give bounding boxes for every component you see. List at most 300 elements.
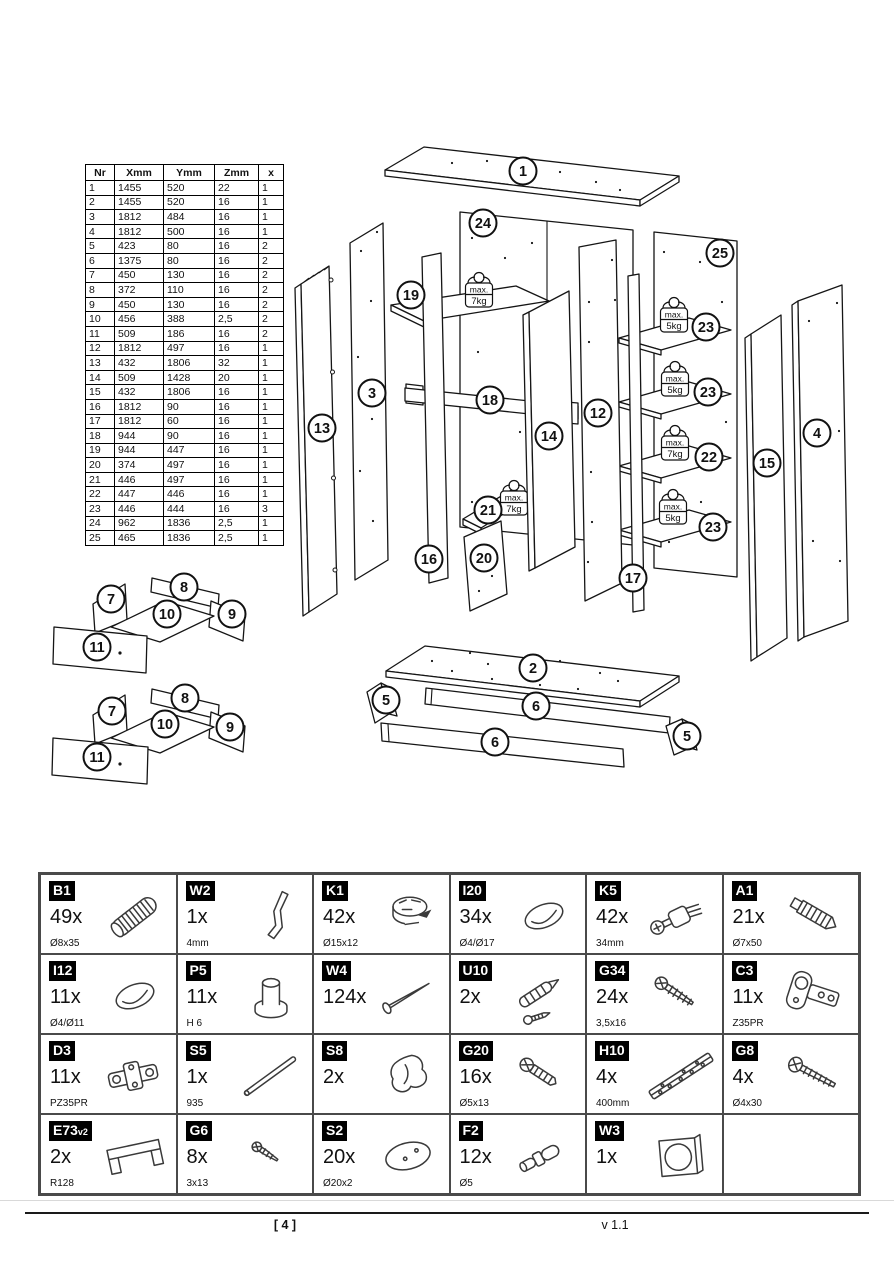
confirmat-screw-icon (779, 886, 855, 946)
part-quantity: 2x (50, 1146, 72, 1168)
table-row (86, 356, 284, 371)
svg-text:7: 7 (107, 704, 117, 720)
table-cell: 444 (164, 502, 215, 517)
part-dimension: Ø15x12 (323, 938, 359, 949)
table-cell: 11 (86, 326, 115, 341)
table-cell: 1 (259, 516, 284, 531)
part-code-badge: S5 (186, 1041, 211, 1061)
table-cell: 24 (86, 516, 115, 531)
table-cell: 16 (215, 268, 259, 283)
table-row (86, 385, 284, 400)
svg-text:8: 8 (179, 580, 189, 596)
table-cell: 423 (115, 239, 164, 254)
side-panel-4 (792, 285, 848, 641)
table-cell: 432 (115, 356, 164, 371)
part-dimension: PZ35PR (50, 1098, 88, 1109)
nail-icon (370, 966, 446, 1026)
hardware-cell-s8 (313, 1034, 450, 1114)
table-cell: 1 (259, 531, 284, 546)
parts-col-header: Nr (86, 165, 115, 181)
part-code-badge: U10 (459, 961, 493, 981)
table-cell: 10 (86, 312, 115, 327)
cover-cap-icon (506, 886, 582, 946)
table-cell: 16 (215, 210, 259, 225)
svg-text:11: 11 (89, 750, 105, 766)
callout-9 (217, 714, 244, 741)
svg-text:5kg: 5kg (665, 513, 681, 524)
callout-3 (359, 380, 386, 407)
table-cell: 16 (215, 341, 259, 356)
part-quantity: 4x (596, 1066, 618, 1088)
hardware-cell-b1 (40, 874, 177, 954)
svg-text:14: 14 (540, 429, 558, 445)
part-dimension: R128 (50, 1178, 74, 1189)
hardware-cell-g8 (723, 1034, 860, 1114)
callout-12 (585, 400, 612, 427)
table-row (86, 268, 284, 283)
table-cell: 2 (259, 312, 284, 327)
table-cell: 1455 (115, 195, 164, 210)
foot-icon (233, 966, 309, 1026)
part-quantity: 1x (596, 1146, 618, 1168)
table-cell: 16 (215, 385, 259, 400)
callout-11 (84, 744, 111, 771)
part-dimension: 3x13 (186, 1178, 209, 1189)
table-cell: 1 (259, 195, 284, 210)
svg-text:20: 20 (475, 551, 493, 567)
hardware-cell-s5 (177, 1034, 314, 1114)
cam-lock-icon (370, 886, 446, 946)
svg-text:6: 6 (490, 735, 500, 751)
callout-20 (471, 545, 498, 572)
parts-col-header: Zmm (215, 165, 259, 181)
callout-5 (373, 687, 400, 714)
hardware-cell-w4 (313, 954, 450, 1034)
table-cell: 450 (115, 297, 164, 312)
svg-text:max.: max. (469, 284, 489, 295)
svg-text:17: 17 (624, 571, 642, 587)
part-quantity: 8x (186, 1146, 208, 1168)
part-code-badge: K1 (322, 881, 348, 901)
part-dimension: Ø4x30 (732, 1098, 762, 1109)
table-row (86, 487, 284, 502)
part-quantity: 16x (459, 1066, 492, 1088)
part-code-badge: S2 (322, 1121, 347, 1141)
callout-6 (523, 693, 550, 720)
parts-col-header: Ymm (164, 165, 215, 181)
table-cell: 1836 (164, 516, 215, 531)
part-quantity: 1x (186, 906, 208, 928)
table-cell: 25 (86, 531, 115, 546)
part-dimension: 400mm (596, 1098, 630, 1109)
table-cell: 1 (259, 385, 284, 400)
table-cell: 2,5 (215, 531, 259, 546)
hardware-cell-s2 (313, 1114, 450, 1194)
table-cell: 9 (86, 297, 115, 312)
callout-8 (171, 574, 198, 601)
table-row (86, 312, 284, 327)
part-code-badge: P5 (186, 961, 211, 981)
table-cell: 2 (259, 283, 284, 298)
svg-text:23: 23 (699, 385, 717, 401)
table-cell: 3 (86, 210, 115, 225)
table-cell: 20 (86, 458, 115, 473)
table-cell: 23 (86, 502, 115, 517)
table-cell: 12 (86, 341, 115, 356)
table-cell: 16 (215, 283, 259, 298)
table-cell: 80 (164, 239, 215, 254)
svg-text:max.: max. (664, 309, 684, 320)
table-cell: 432 (115, 385, 164, 400)
parts-table (85, 164, 284, 546)
table-cell: 16 (215, 253, 259, 268)
table-cell: 1428 (164, 370, 215, 385)
table-cell: 388 (164, 312, 215, 327)
table-cell: 962 (115, 516, 164, 531)
callout-7 (98, 586, 125, 613)
table-cell: 456 (115, 312, 164, 327)
part-dimension: Ø5x13 (459, 1098, 489, 1109)
table-cell: 1375 (115, 253, 164, 268)
part-code-badge: S8 (322, 1041, 347, 1061)
hardware-cell-h10 (586, 1034, 723, 1114)
callout-23 (700, 514, 727, 541)
part-quantity: 11x (50, 1066, 81, 1088)
table-cell: 90 (164, 399, 215, 414)
part-code-badge: G8 (732, 1041, 759, 1061)
screw-fat-icon (506, 1046, 582, 1106)
svg-text:16: 16 (420, 552, 438, 568)
cam-bolt-icon (643, 886, 719, 946)
table-cell: 20 (215, 370, 259, 385)
part-quantity: 21x (732, 906, 765, 928)
table-cell: 1806 (164, 385, 215, 400)
part-code-badge: G34 (595, 961, 629, 981)
table-cell: 1 (259, 443, 284, 458)
drawer-assembly-2 (52, 689, 245, 784)
hardware-cell-i20 (450, 874, 587, 954)
table-cell: 1 (259, 487, 284, 502)
table-cell: 2 (259, 239, 284, 254)
table-cell: 16 (86, 399, 115, 414)
table-cell: 16 (215, 502, 259, 517)
table-cell: 8 (86, 283, 115, 298)
callout-2 (520, 655, 547, 682)
side-panel-15 (745, 315, 787, 661)
callout-15 (754, 450, 781, 477)
table-cell: 16 (215, 239, 259, 254)
svg-text:1: 1 (518, 164, 528, 180)
svg-text:5: 5 (381, 693, 391, 709)
callout-7 (99, 698, 126, 725)
table-row (86, 195, 284, 210)
svg-text:5kg: 5kg (667, 385, 683, 396)
table-cell: 446 (164, 487, 215, 502)
svg-text:9: 9 (227, 607, 237, 623)
table-cell: 1 (259, 224, 284, 239)
table-cell: 16 (215, 414, 259, 429)
callout-16 (416, 546, 443, 573)
part-quantity: 2x (323, 1066, 345, 1088)
table-cell: 21 (86, 472, 115, 487)
part-code-badge: K5 (595, 881, 621, 901)
part-code-badge: E73v2 (49, 1121, 92, 1141)
hardware-cell-u10 (450, 954, 587, 1034)
table-cell: 186 (164, 326, 215, 341)
part-quantity: 2x (459, 986, 481, 1008)
empty-cell (723, 1114, 860, 1194)
table-cell: 16 (215, 472, 259, 487)
svg-text:21: 21 (479, 503, 497, 519)
table-cell: 2,5 (215, 516, 259, 531)
table-cell: 497 (164, 472, 215, 487)
table-cell: 1836 (164, 531, 215, 546)
callout-18 (477, 387, 504, 414)
part-quantity: 42x (323, 906, 356, 928)
table-cell: 16 (215, 487, 259, 502)
table-cell: 130 (164, 297, 215, 312)
square-plate-icon (643, 1126, 719, 1186)
table-cell: 520 (164, 195, 215, 210)
table-cell: 5 (86, 239, 115, 254)
part-code-badge: C3 (732, 961, 758, 981)
svg-text:12: 12 (589, 406, 607, 422)
table-row (86, 341, 284, 356)
table-cell: 110 (164, 283, 215, 298)
callout-25 (707, 240, 734, 267)
table-row (86, 414, 284, 429)
callout-24 (470, 210, 497, 237)
hardware-cell-g6 (177, 1114, 314, 1194)
svg-text:4: 4 (812, 426, 822, 442)
table-row (86, 370, 284, 385)
parts-table-body (86, 181, 284, 546)
table-cell: 484 (164, 210, 215, 225)
svg-text:max.: max. (504, 492, 524, 503)
callout-23 (695, 379, 722, 406)
table-cell: 16 (215, 224, 259, 239)
part-code-badge: W3 (595, 1121, 624, 1141)
table-cell: 1455 (115, 181, 164, 196)
svg-text:max.: max. (665, 373, 685, 384)
part-quantity: 124x (323, 986, 367, 1008)
dowel-icon (97, 886, 173, 946)
mounting-plate-icon (97, 1046, 173, 1106)
table-row (86, 399, 284, 414)
part-code-badge: W4 (322, 961, 351, 981)
part-dimension: Ø8x35 (50, 938, 80, 949)
part-quantity: 42x (596, 906, 629, 928)
table-row (86, 283, 284, 298)
table-cell: 13 (86, 356, 115, 371)
clip-icon (370, 1046, 446, 1106)
table-cell: 465 (115, 531, 164, 546)
table-cell: 1 (259, 472, 284, 487)
svg-text:9: 9 (225, 720, 235, 736)
part-quantity: 49x (50, 906, 83, 928)
callout-23 (693, 314, 720, 341)
part-dimension: Ø4/Ø11 (50, 1018, 85, 1029)
screw-pan-icon (779, 1046, 855, 1106)
table-row (86, 443, 284, 458)
drawer-slide-icon (643, 1046, 719, 1106)
table-cell: 1 (259, 181, 284, 196)
table-cell: 7 (86, 268, 115, 283)
table-cell: 1 (259, 458, 284, 473)
table-cell: 1 (259, 399, 284, 414)
part-dimension: H 6 (186, 1018, 203, 1029)
part-dimension: 3,5x16 (596, 1018, 627, 1029)
part-code-badge: F2 (459, 1121, 483, 1141)
part-code-badge: W2 (186, 881, 215, 901)
table-row (86, 253, 284, 268)
svg-text:max.: max. (663, 501, 683, 512)
part-dimension: 4mm (186, 938, 209, 949)
rod-icon (233, 1046, 309, 1106)
table-cell: 1 (259, 356, 284, 371)
table-row (86, 472, 284, 487)
allen-key-icon (233, 886, 309, 946)
callout-1 (510, 158, 537, 185)
part-code-badge: G20 (459, 1041, 493, 1061)
table-cell: 1812 (115, 414, 164, 429)
svg-text:11: 11 (89, 640, 105, 656)
part-quantity: 20x (323, 1146, 356, 1168)
table-cell: 520 (164, 181, 215, 196)
table-cell: 2 (259, 268, 284, 283)
table-row (86, 516, 284, 531)
callout-21 (475, 497, 502, 524)
table-cell: 16 (215, 458, 259, 473)
table-cell: 497 (164, 341, 215, 356)
svg-text:10: 10 (158, 607, 176, 623)
table-cell: 447 (164, 443, 215, 458)
table-cell: 1812 (115, 399, 164, 414)
hardware-cell-k1 (313, 874, 450, 954)
table-row (86, 224, 284, 239)
part-quantity: 34x (459, 906, 492, 928)
table-row (86, 181, 284, 196)
hardware-cell-k5 (586, 874, 723, 954)
hardware-cell-w3 (586, 1114, 723, 1194)
table-cell: 2,5 (215, 312, 259, 327)
table-cell: 18 (86, 429, 115, 444)
parts-col-header: Xmm (115, 165, 164, 181)
table-cell: 446 (115, 502, 164, 517)
part-dimension: Ø7x50 (732, 938, 762, 949)
svg-text:7: 7 (106, 592, 116, 608)
cover-cap-icon (97, 966, 173, 1026)
cover-disc-icon (370, 1126, 446, 1186)
table-cell: 372 (115, 283, 164, 298)
table-cell: 16 (215, 297, 259, 312)
page-number: [ 4 ] (273, 1218, 297, 1232)
svg-text:10: 10 (156, 717, 174, 733)
svg-text:7kg: 7kg (667, 449, 683, 460)
part-code-badge: I20 (459, 881, 486, 901)
footer-divider-light (0, 1200, 894, 1201)
callout-19 (398, 282, 425, 309)
table-cell: 15 (86, 385, 115, 400)
hardware-table (38, 872, 861, 1196)
svg-text:8: 8 (180, 691, 190, 707)
table-cell: 1 (259, 370, 284, 385)
part-code-badge: H10 (595, 1041, 629, 1061)
callout-9 (219, 601, 246, 628)
callout-17 (620, 565, 647, 592)
hardware-cell-p5 (177, 954, 314, 1034)
table-cell: 1812 (115, 341, 164, 356)
callout-8 (172, 685, 199, 712)
table-cell: 450 (115, 268, 164, 283)
table-cell: 14 (86, 370, 115, 385)
table-cell: 446 (115, 472, 164, 487)
table-cell: 1 (259, 341, 284, 356)
table-cell: 80 (164, 253, 215, 268)
part-dimension: Z35PR (732, 1018, 764, 1029)
table-cell: 22 (86, 487, 115, 502)
hinge-icon (779, 966, 855, 1026)
table-cell: 2 (86, 195, 115, 210)
svg-text:13: 13 (313, 421, 331, 437)
svg-text:2: 2 (528, 661, 538, 677)
table-cell: 32 (215, 356, 259, 371)
table-cell: 16 (215, 195, 259, 210)
part-dimension: Ø4/Ø17 (459, 938, 495, 949)
table-row (86, 326, 284, 341)
part-quantity: 1x (186, 1066, 208, 1088)
table-cell: 90 (164, 429, 215, 444)
parts-col-header: x (259, 165, 284, 181)
svg-text:23: 23 (704, 520, 722, 536)
part-quantity: 11x (186, 986, 218, 1008)
part-code-badge: D3 (49, 1041, 75, 1061)
table-cell: 60 (164, 414, 215, 429)
screw-icon (643, 966, 719, 1026)
svg-text:22: 22 (700, 450, 718, 466)
table-cell: 1 (259, 210, 284, 225)
svg-text:7kg: 7kg (471, 296, 487, 307)
table-cell: 1 (86, 181, 115, 196)
table-cell: 1 (259, 429, 284, 444)
part-quantity: 4x (732, 1066, 754, 1088)
hardware-cell-d3 (40, 1034, 177, 1114)
part-dimension: Ø20x2 (323, 1178, 353, 1189)
table-cell: 1812 (115, 224, 164, 239)
table-cell: 944 (115, 429, 164, 444)
table-cell: 3 (259, 502, 284, 517)
part-quantity: 12x (459, 1146, 492, 1168)
callout-6 (482, 729, 509, 756)
svg-text:max.: max. (665, 437, 685, 448)
callout-5 (674, 723, 701, 750)
svg-text:7kg: 7kg (506, 504, 522, 515)
part-code-badge: B1 (49, 881, 75, 901)
table-cell: 509 (115, 370, 164, 385)
callout-4 (804, 420, 831, 447)
table-cell: 509 (115, 326, 164, 341)
callout-13 (309, 415, 336, 442)
version-label: v 1.1 (601, 1218, 629, 1232)
table-cell: 16 (215, 443, 259, 458)
table-cell: 16 (215, 399, 259, 414)
table-cell: 6 (86, 253, 115, 268)
callout-11 (84, 634, 111, 661)
table-row (86, 239, 284, 254)
hardware-cell-i12 (40, 954, 177, 1034)
svg-text:5kg: 5kg (666, 321, 682, 332)
table-cell: 130 (164, 268, 215, 283)
